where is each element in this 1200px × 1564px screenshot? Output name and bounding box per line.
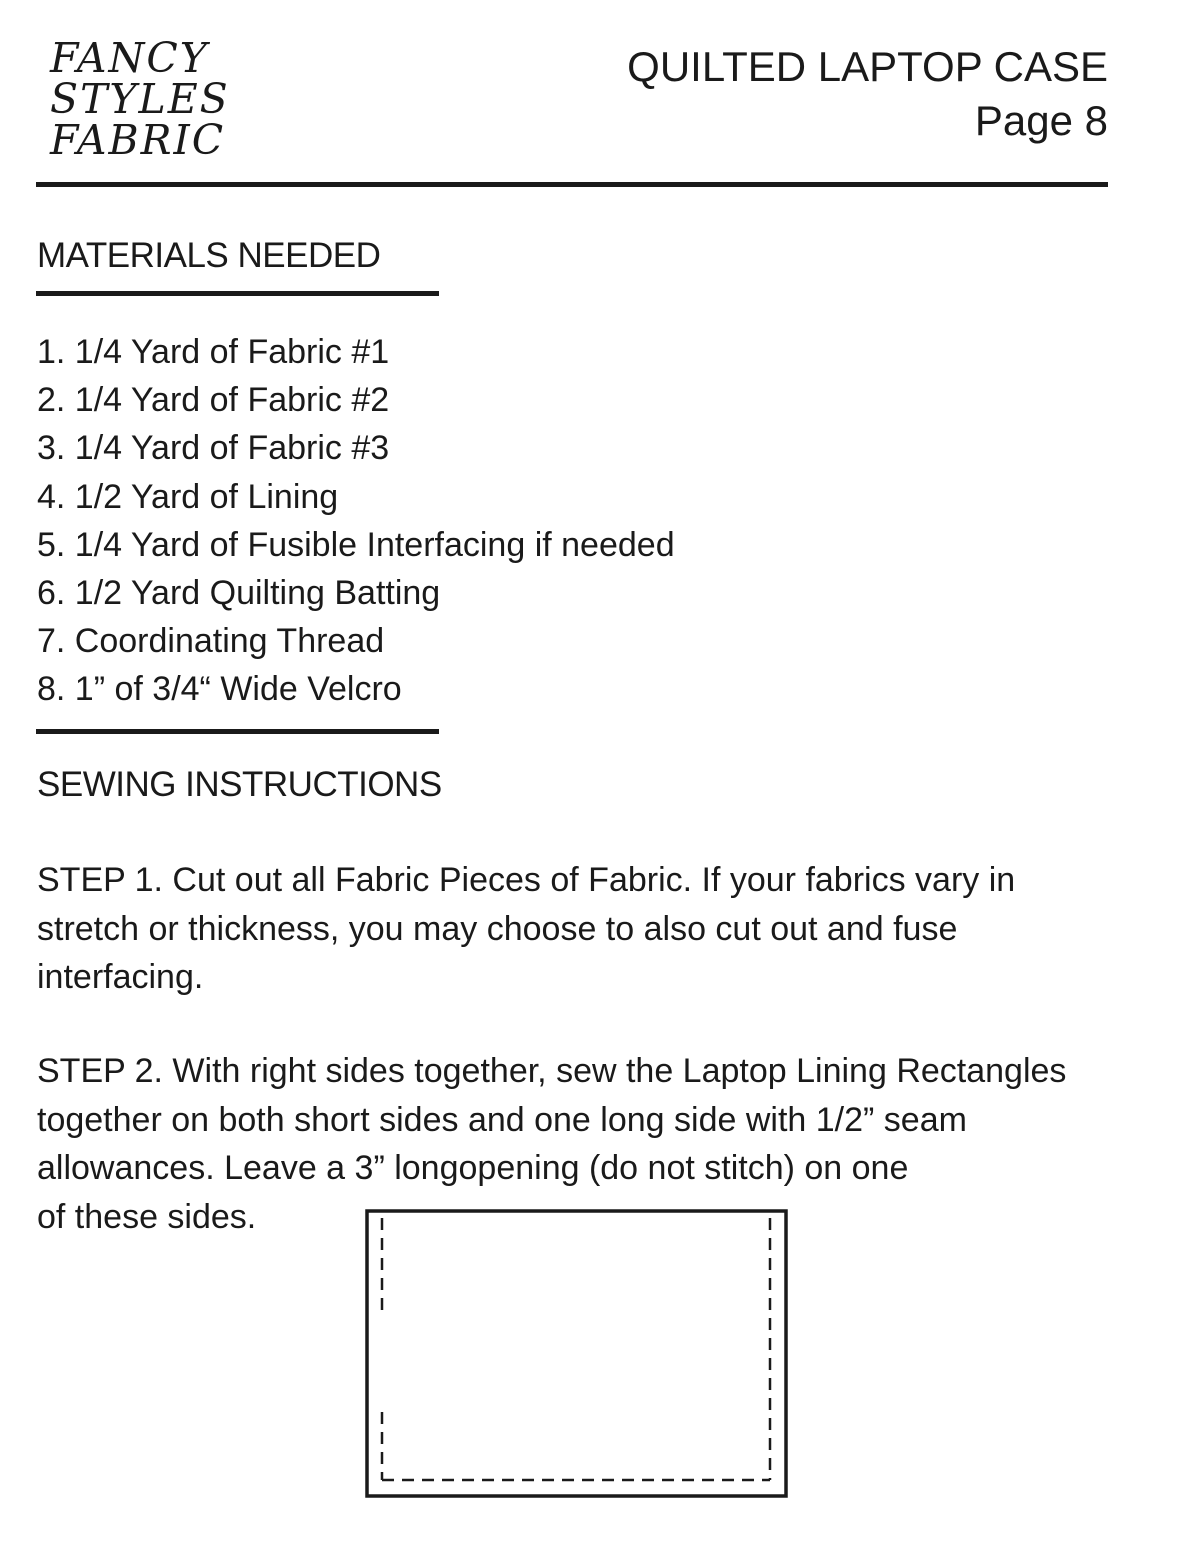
brand-line: FABRIC — [50, 116, 226, 164]
document-title: QUILTED LAPTOP CASE — [627, 43, 1108, 90]
step-1-text — [37, 856, 1157, 1002]
step-line: interfacing. — [37, 958, 204, 996]
materials-bottom-divider — [36, 729, 439, 734]
step-line: STEP 1. Cut out all Fabric Pieces of Fabric. If your fabrics vary in — [37, 861, 1016, 899]
list-item: 3. 1/4 Yard of Fabric #3 — [37, 429, 390, 468]
materials-top-divider — [36, 291, 439, 296]
lining-rectangle-diagram — [364, 1208, 790, 1502]
list-item: 1. 1/4 Yard of Fabric #1 — [37, 333, 390, 371]
brand-line: STYLES — [50, 75, 230, 123]
materials-list — [37, 328, 675, 714]
instructions-heading: SEWING INSTRUCTIONS — [37, 765, 442, 804]
brand-line: FANCY — [50, 34, 209, 82]
step-line: allowances. Leave a 3” longopening (do not stitch) on one — [37, 1149, 909, 1187]
materials-heading: MATERIALS NEEDED — [37, 236, 381, 275]
document-header — [627, 40, 1108, 148]
list-item: 8. 1” of 3/4“ Wide Velcro — [37, 670, 402, 709]
brand-logo-text — [50, 34, 230, 164]
header-divider — [36, 182, 1108, 187]
list-item: 7. Coordinating Thread — [37, 622, 385, 661]
list-item: 2. 1/4 Yard of Fabric #2 — [37, 381, 390, 420]
step-line: of these sides. — [37, 1197, 257, 1236]
lining-rectangle-outline — [367, 1211, 786, 1496]
step-line: STEP 2. With right sides together, sew the Laptop Lining Rectangles — [37, 1052, 1067, 1090]
page-number: Page 8 — [974, 97, 1108, 144]
list-item: 4. 1/2 Yard of Lining — [37, 477, 339, 516]
step-line: stretch or thickness, you may choose to also cut out and fuse — [37, 909, 958, 948]
list-item: 5. 1/4 Yard of Fusible Interfacing if needed — [37, 525, 675, 564]
list-item: 6. 1/2 Yard Quilting Batting — [37, 574, 441, 613]
step-line: together on both short sides and one long side with 1/2” seam — [37, 1100, 967, 1139]
